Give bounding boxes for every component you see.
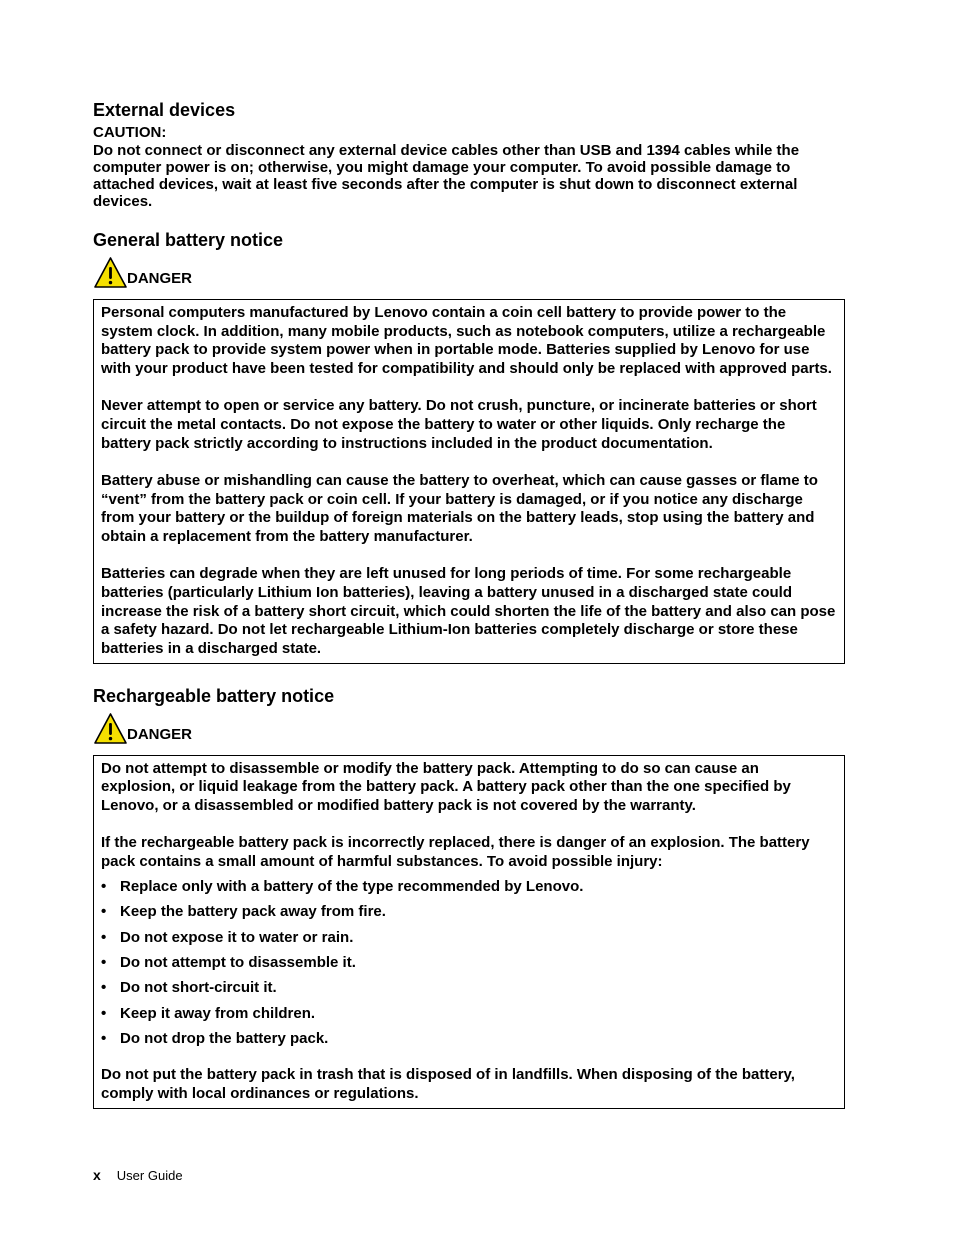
list-item-text: Do not expose it to water or rain. — [120, 928, 354, 946]
list-item-text: Replace only with a battery of the type recommended by Lenovo. — [120, 877, 584, 895]
page-footer — [93, 1166, 183, 1185]
caution-label: CAUTION: — [93, 124, 167, 141]
general-battery-notice-section — [93, 228, 845, 664]
caution-text: Do not connect or disconnect any external device cables other than USB and 1394 cables while the computer power is on; otherwise, you might damage your computer. To avoid possible damage to attached devices, wait at least five seconds after the computer is shut down to disconnect external devices. — [93, 142, 800, 210]
warning-triangle-icon — [93, 256, 127, 289]
section-title-rechargeable-battery: Rechargeable battery notice — [93, 685, 335, 706]
list-item — [101, 979, 837, 997]
danger-notice-box — [93, 299, 845, 664]
external-devices-section — [93, 98, 845, 210]
rechargeable-battery-notice-section — [93, 684, 845, 1109]
section-title-general-battery: General battery notice — [93, 230, 284, 250]
notice-paragraph: Batteries can degrade when they are left unused for long periods of time. For some rechargeable batteries (particularly Lithium Ion batteries), leaving a battery unused in a discharged state could increase the risk of a battery short circuit, which could shorten the life of the battery and also can pose a safety hazard. Do not let rechargeable Lithium-Ion batteries completely discharge or store these batteries in a discharged state. — [101, 565, 836, 658]
bullet-icon: • — [101, 953, 107, 971]
list-item — [101, 1030, 837, 1048]
bullet-icon: • — [101, 979, 107, 997]
list-item-text: Do not short-circuit it. — [120, 979, 277, 997]
danger-label: DANGER — [127, 270, 193, 287]
section-title-external-devices: External devices — [93, 100, 236, 120]
danger-header — [93, 256, 845, 289]
notice-paragraph: Personal computers manufactured by Lenovo contain a coin cell battery to provide power to the system clock. In addition, many mobile products, such as notebook computers, utilize a rechargeable battery pack to provide system power when in portable mode. Batteries supplied by Lenovo for use with your product have been tested for compatibility and should only be replaced with approved parts. — [101, 304, 832, 378]
bullet-icon: • — [101, 1030, 107, 1048]
list-item-text: Keep it away from children. — [120, 1004, 316, 1022]
document-page — [93, 98, 845, 1109]
warning-triangle-icon — [93, 712, 127, 745]
danger-header — [93, 712, 845, 745]
bullet-icon: • — [101, 877, 107, 895]
danger-notice-box — [93, 755, 845, 1109]
notice-paragraph: Do not put the battery pack in trash that is disposed of in landfills. When disposing of the battery, comply with local ordinances or regulations. — [101, 1066, 795, 1102]
footer-doc-title: User Guide — [116, 1168, 183, 1183]
bullet-icon: • — [101, 928, 107, 946]
list-item — [101, 903, 837, 921]
list-item — [101, 1005, 837, 1023]
danger-label: DANGER — [127, 725, 193, 743]
notice-paragraph: Battery abuse or mishandling can cause the battery to overheat, which can cause gasses or flame to “vent” from the battery pack or coin cell. If your battery is damaged, or if you notice any discharge from your battery or the buildup of foreign materials on the battery leads, stop using the battery and obtain a replacement from the battery manufacturer. — [101, 471, 818, 546]
list-item-text: Do not drop the battery pack. — [120, 1030, 329, 1048]
precautions-list — [101, 878, 837, 1048]
page-number: x — [93, 1167, 101, 1183]
list-item — [101, 878, 837, 896]
list-item — [101, 929, 837, 947]
list-item-text: Do not attempt to disassemble it. — [120, 953, 356, 971]
list-item — [101, 954, 837, 972]
notice-paragraph: If the rechargeable battery pack is incorrectly replaced, there is danger of an explosion. The battery pack contains a small amount of harmful substances. To avoid possible injury: — [101, 834, 810, 871]
notice-paragraph: Do not attempt to disassemble or modify the battery pack. Attempting to do so can cause an explosion, or liquid leakage from the battery pack. A battery pack other than the one specified by Lenovo, or a disassembled or modified battery pack is not covered by the warranty. — [101, 759, 791, 815]
notice-paragraph: Never attempt to open or service any battery. Do not crush, puncture, or incinerate batteries or short circuit the metal contacts. Do not expose the battery to water or other liquids. Only recharge the battery pack strictly according to instructions included in the product documentation. — [101, 397, 817, 452]
bullet-icon: • — [101, 1004, 107, 1022]
bullet-icon: • — [101, 903, 107, 921]
list-item-text: Keep the battery pack away from fire. — [120, 903, 386, 921]
